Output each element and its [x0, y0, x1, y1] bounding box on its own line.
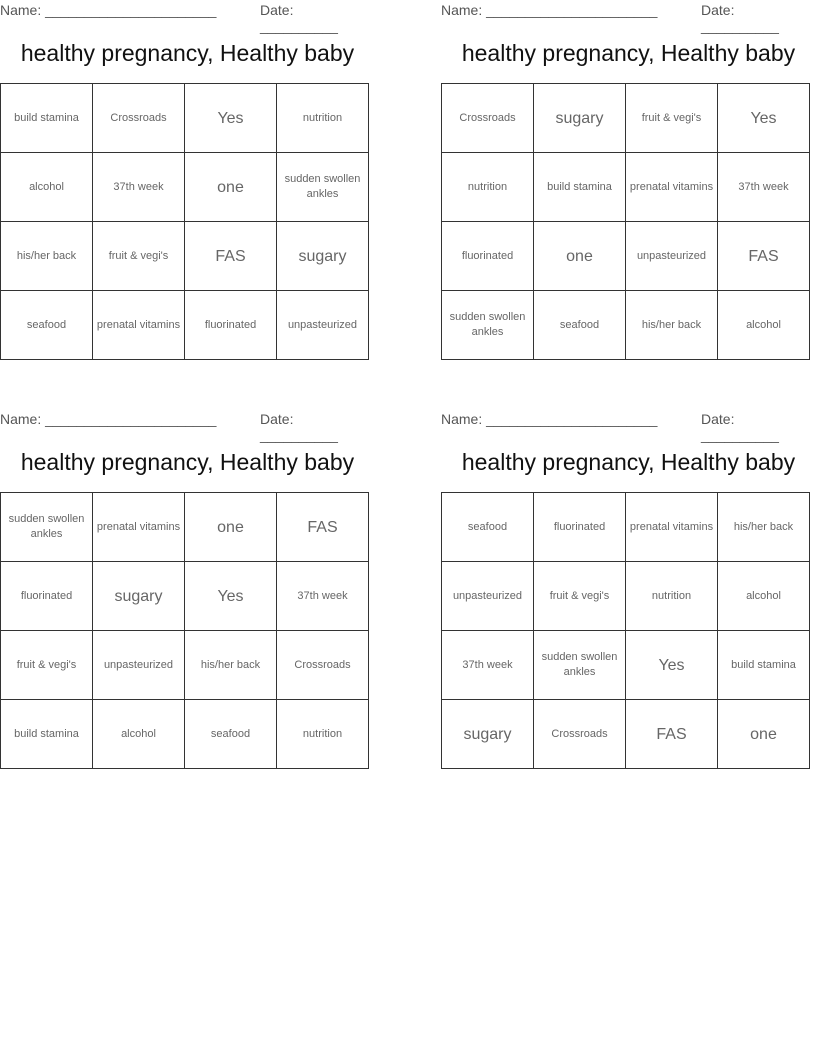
card-title: healthy pregnancy, Healthy baby: [20, 40, 355, 66]
grid-cell: sudden swollen ankles: [1, 493, 93, 562]
grid-cell: Yes: [185, 84, 277, 153]
grid-row: [1, 631, 369, 700]
grid-cell: one: [534, 222, 626, 291]
card-header: [0, 411, 375, 443]
bingo-grid: [441, 492, 810, 769]
grid-cell: Crossroads: [93, 84, 185, 153]
grid-cell: seafood: [442, 493, 534, 562]
grid-cell: seafood: [1, 291, 93, 360]
grid-cell: fluorinated: [1, 562, 93, 631]
grid-cell: Yes: [626, 631, 718, 700]
grid-cell: sugary: [534, 84, 626, 153]
grid-cell: alcohol: [718, 291, 810, 360]
card-header: [0, 2, 375, 34]
name-field-label: Name: ______________________: [0, 2, 217, 18]
grid-cell: Yes: [718, 84, 810, 153]
grid-cell: sugary: [277, 222, 369, 291]
grid-row: [442, 493, 810, 562]
grid-row: [442, 153, 810, 222]
date-field-label: Date: __________: [701, 411, 779, 443]
grid-cell: unpasteurized: [277, 291, 369, 360]
grid-cell: Crossroads: [442, 84, 534, 153]
grid-row: [1, 222, 369, 291]
grid-cell: one: [718, 700, 810, 769]
grid-row: [442, 700, 810, 769]
date-field-label: Date: __________: [260, 2, 338, 34]
grid-cell: nutrition: [277, 84, 369, 153]
bingo-card-1: [0, 0, 375, 365]
grid-cell: his/her back: [1, 222, 93, 291]
grid-cell: fluorinated: [185, 291, 277, 360]
grid-cell: alcohol: [718, 562, 810, 631]
grid-cell: build stamina: [1, 84, 93, 153]
grid-cell: 37th week: [277, 562, 369, 631]
grid-cell: Yes: [185, 562, 277, 631]
grid-cell: alcohol: [93, 700, 185, 769]
grid-cell: 37th week: [718, 153, 810, 222]
grid-cell: his/her back: [185, 631, 277, 700]
grid-cell: sudden swollen ankles: [442, 291, 534, 360]
grid-cell: nutrition: [277, 700, 369, 769]
grid-cell: fruit & vegi's: [1, 631, 93, 700]
grid-cell: unpasteurized: [93, 631, 185, 700]
card-title: healthy pregnancy, Healthy baby: [461, 449, 796, 475]
grid-cell: nutrition: [626, 562, 718, 631]
grid-row: [1, 700, 369, 769]
grid-cell: build stamina: [718, 631, 810, 700]
grid-cell: fruit & vegi's: [93, 222, 185, 291]
grid-cell: fluorinated: [442, 222, 534, 291]
grid-cell: unpasteurized: [626, 222, 718, 291]
grid-cell: seafood: [185, 700, 277, 769]
grid-row: [1, 562, 369, 631]
grid-cell: prenatal vitamins: [93, 291, 185, 360]
grid-cell: sugary: [93, 562, 185, 631]
grid-cell: build stamina: [1, 700, 93, 769]
name-field-label: Name: ______________________: [441, 411, 658, 427]
grid-row: [442, 84, 810, 153]
grid-row: [1, 493, 369, 562]
bingo-card-2: [441, 0, 816, 365]
grid-cell: FAS: [185, 222, 277, 291]
grid-cell: sudden swollen ankles: [534, 631, 626, 700]
grid-cell: Crossroads: [277, 631, 369, 700]
bingo-grid: [0, 492, 369, 769]
card-title: healthy pregnancy, Healthy baby: [20, 449, 355, 475]
grid-row: [442, 562, 810, 631]
grid-cell: his/her back: [718, 493, 810, 562]
name-field-label: Name: ______________________: [441, 2, 658, 18]
grid-cell: 37th week: [93, 153, 185, 222]
date-field-label: Date: __________: [701, 2, 779, 34]
grid-cell: one: [185, 153, 277, 222]
grid-row: [1, 84, 369, 153]
grid-cell: 37th week: [442, 631, 534, 700]
card-header: [441, 411, 816, 443]
grid-cell: fruit & vegi's: [534, 562, 626, 631]
date-field-label: Date: __________: [260, 411, 338, 443]
grid-cell: nutrition: [442, 153, 534, 222]
grid-cell: his/her back: [626, 291, 718, 360]
grid-cell: prenatal vitamins: [626, 493, 718, 562]
bingo-grid: [441, 83, 810, 360]
grid-cell: FAS: [277, 493, 369, 562]
grid-cell: fruit & vegi's: [626, 84, 718, 153]
grid-cell: prenatal vitamins: [93, 493, 185, 562]
grid-cell: one: [185, 493, 277, 562]
grid-cell: FAS: [718, 222, 810, 291]
grid-cell: sugary: [442, 700, 534, 769]
card-title: healthy pregnancy, Healthy baby: [461, 40, 796, 66]
grid-cell: Crossroads: [534, 700, 626, 769]
grid-cell: prenatal vitamins: [626, 153, 718, 222]
grid-cell: alcohol: [1, 153, 93, 222]
grid-cell: sudden swollen ankles: [277, 153, 369, 222]
grid-cell: seafood: [534, 291, 626, 360]
grid-row: [1, 291, 369, 360]
grid-cell: fluorinated: [534, 493, 626, 562]
grid-row: [442, 222, 810, 291]
grid-cell: FAS: [626, 700, 718, 769]
grid-row: [1, 153, 369, 222]
name-field-label: Name: ______________________: [0, 411, 217, 427]
grid-row: [442, 291, 810, 360]
grid-row: [442, 631, 810, 700]
card-header: [441, 2, 816, 34]
grid-cell: unpasteurized: [442, 562, 534, 631]
bingo-card-3: [0, 409, 375, 774]
grid-cell: build stamina: [534, 153, 626, 222]
bingo-grid: [0, 83, 369, 360]
bingo-card-4: [441, 409, 816, 774]
